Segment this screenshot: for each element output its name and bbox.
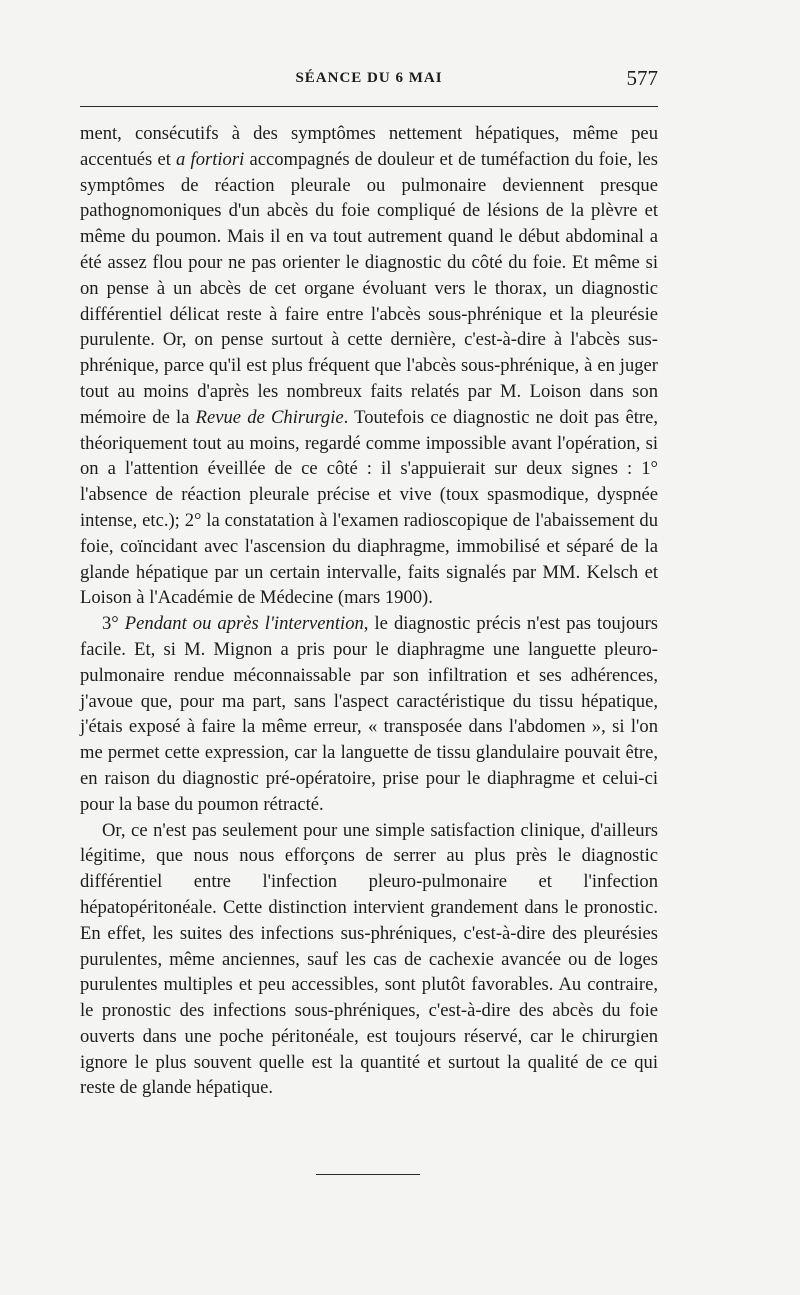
body-text — [80, 121, 658, 1101]
text-run: , le diagnostic précis n'est pas toujours facile. Et, si M. Mignon a pris pour le diaphragme une languette pleuro-pulmonaire rendue méconnaissable par son infiltration et ses adhérences, j'avoue que, pour ma part, sans l'aspect caractéristique du tissu hépatique, j'étais exposé à faire la même erreur, « transposée dans l'abdomen », si l'on me permet cette expression, car la languette de tissu glandulaire pouvait être, en raison du diagnostic pré-opératoire, prise pour le diaphragme et celui-ci pour la base du poumon rétracté. — [80, 613, 658, 815]
italic-text: a fortiori — [176, 148, 245, 170]
running-title: SÉANCE DU 6 MAI — [295, 70, 443, 86]
header-rule — [80, 106, 658, 107]
paragraph-2 — [80, 611, 658, 817]
paragraph-1 — [80, 121, 658, 611]
end-rule — [316, 1174, 420, 1175]
text-run: 3° — [102, 613, 125, 635]
italic-text: Pendant ou après l'intervention — [124, 613, 364, 635]
text-run: accompagnés de douleur et de tuméfaction du foie, les symptômes de réaction pleurale ou pulmonaire deviennent presque pathognomoniques d'un abcès du foie compliqué de lésions de la plèvre et même du poumon. Mais il en va tout autrement quand le début abdominal a été assez flou pour ne pas orienter le diagnostic du côté du foie. Et même si on pense à un abcès de cet organe évoluant vers le thorax, un diagnostic différentiel délicat reste à faire entre l'abcès sous-phrénique et la pleurésie purulente. Or, on pense surtout à cette dernière, c'est-à-dire à l'abcès sus-phrénique, parce qu'il est plus fréquent que l'abcès sous-phrénique, à en juger tout au moins d'après les nombreux faits relatés par M. Loison dans son mémoire de la — [80, 148, 658, 428]
text-run: . Toutefois ce diagnostic ne doit pas être, théoriquement tout au moins, regardé comme impossible avant l'opération, si on a l'attention éveillée de ce côté : il s'appuierait sur deux signes : 1° l'absence de réaction pleurale précise et vive (toux spasmodique, dyspnée intense, etc.); 2° la constatation à l'examen radioscopique de l'abaissement du foie, coïncidant avec l'ascension du diaphragme, immobilisé et séparé de la glande hépatique par un certain intervalle, faits signalés par MM. Kelsch et Loison à l'Académie de Médecine (mars 1900). — [80, 406, 658, 609]
italic-text: Revue de Chirurgie — [195, 406, 344, 428]
page-number: 577 — [626, 66, 658, 90]
page-header — [80, 66, 658, 96]
text-run: Or, ce n'est pas seulement pour une simple satisfaction clinique, d'ailleurs légitime, que nous nous efforçons de serrer au plus près le diagnostic différentiel entre l'infection pleuro-pulmonaire et l'infection hépatopéritonéale. Cette distinction intervient grandement dans le pronostic. En effet, les suites des infections sus-phréniques, c'est-à-dire des pleurésies purulentes, même anciennes, sauf les cas de cachexie avancée ou de loges purulentes multiples et peu accessibles, sont plutôt favorables. Au contraire, le pronostic des infections sous-phréniques, c'est-à-dire des abcès du foie ouverts dans une poche péritonéale, est toujours réservé, car le chirurgien ignore le plus souvent quelle est la quantité et surtout la qualité de ce qui reste de glande hépatique. — [80, 819, 658, 1099]
paragraph-3 — [80, 818, 658, 1102]
text-run: ment, consécutifs à des symptômes nettement hépatiques, même peu accentués et — [80, 123, 658, 170]
